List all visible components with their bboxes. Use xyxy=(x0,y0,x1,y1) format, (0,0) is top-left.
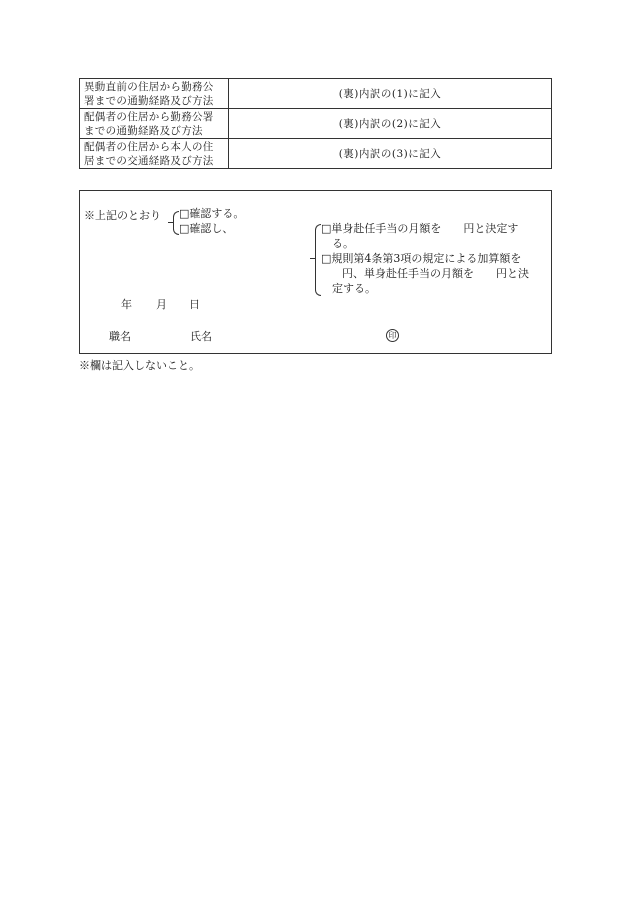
brace-point-2 xyxy=(310,258,315,259)
footnote: ※欄は記入しないこと。 xyxy=(79,359,200,372)
name-label: 氏名 xyxy=(190,330,212,343)
table-row xyxy=(80,109,552,139)
route-value-cell: (裏)内訳の(3)に記入 xyxy=(229,139,552,169)
route-label-cell xyxy=(80,109,229,139)
decision-2-line-1: 規則第4条第3項の規定による加算額を xyxy=(331,252,522,265)
decision-1-line-1: 単身赴任手当の月額を 円と決定す xyxy=(331,222,519,235)
commute-route-table xyxy=(79,78,552,169)
table-row xyxy=(80,139,552,169)
job-title-label: 職名 xyxy=(109,330,131,343)
decision-1-line-2: る。 xyxy=(332,237,354,250)
route-label-line: 配偶者の住居から本人の住 xyxy=(84,140,214,153)
decision-2-line-2: 円、単身赴任手当の月額を 円と決 xyxy=(342,267,529,280)
decision-option-1[interactable] xyxy=(321,221,518,236)
checkbox-decision-1[interactable]: □ xyxy=(321,222,332,235)
confirmation-box xyxy=(79,190,552,354)
route-value-cell: (裏)内訳の(1)に記入 xyxy=(229,79,552,109)
checkbox-confirm-and[interactable]: □ xyxy=(179,222,190,235)
route-value-cell: (裏)内訳の(2)に記入 xyxy=(229,109,552,139)
date-month: 月 xyxy=(156,298,167,311)
decision-2-line-3: 定する。 xyxy=(332,282,376,295)
route-label-cell xyxy=(80,79,229,109)
decision-option-2[interactable] xyxy=(321,251,521,266)
option-confirm-and[interactable] xyxy=(179,221,233,236)
option-confirm-and-label: 確認し、 xyxy=(189,222,234,235)
option-confirm-label: 確認する。 xyxy=(189,207,245,220)
route-label-cell xyxy=(80,139,229,169)
seal-icon: 印 xyxy=(386,329,399,342)
checkbox-decision-2[interactable]: □ xyxy=(321,252,332,265)
route-label-line: 配偶者の住居から勤務公署 xyxy=(84,110,214,123)
brace-point-1 xyxy=(168,222,173,223)
date-day: 日 xyxy=(189,298,200,311)
route-label-line: 署までの通勤経路及び方法 xyxy=(84,94,214,107)
route-label-line: 居までの交通経路及び方法 xyxy=(84,154,214,167)
table-row xyxy=(80,79,552,109)
checkbox-confirm[interactable]: □ xyxy=(179,207,190,220)
option-confirm[interactable] xyxy=(179,206,244,221)
date-year: 年 xyxy=(121,298,132,311)
confirm-prefix: ※上記のとおり xyxy=(84,209,161,222)
route-label-line: までの通勤経路及び方法 xyxy=(84,124,203,137)
route-label-line: 異動直前の住居から勤務公 xyxy=(84,80,214,93)
